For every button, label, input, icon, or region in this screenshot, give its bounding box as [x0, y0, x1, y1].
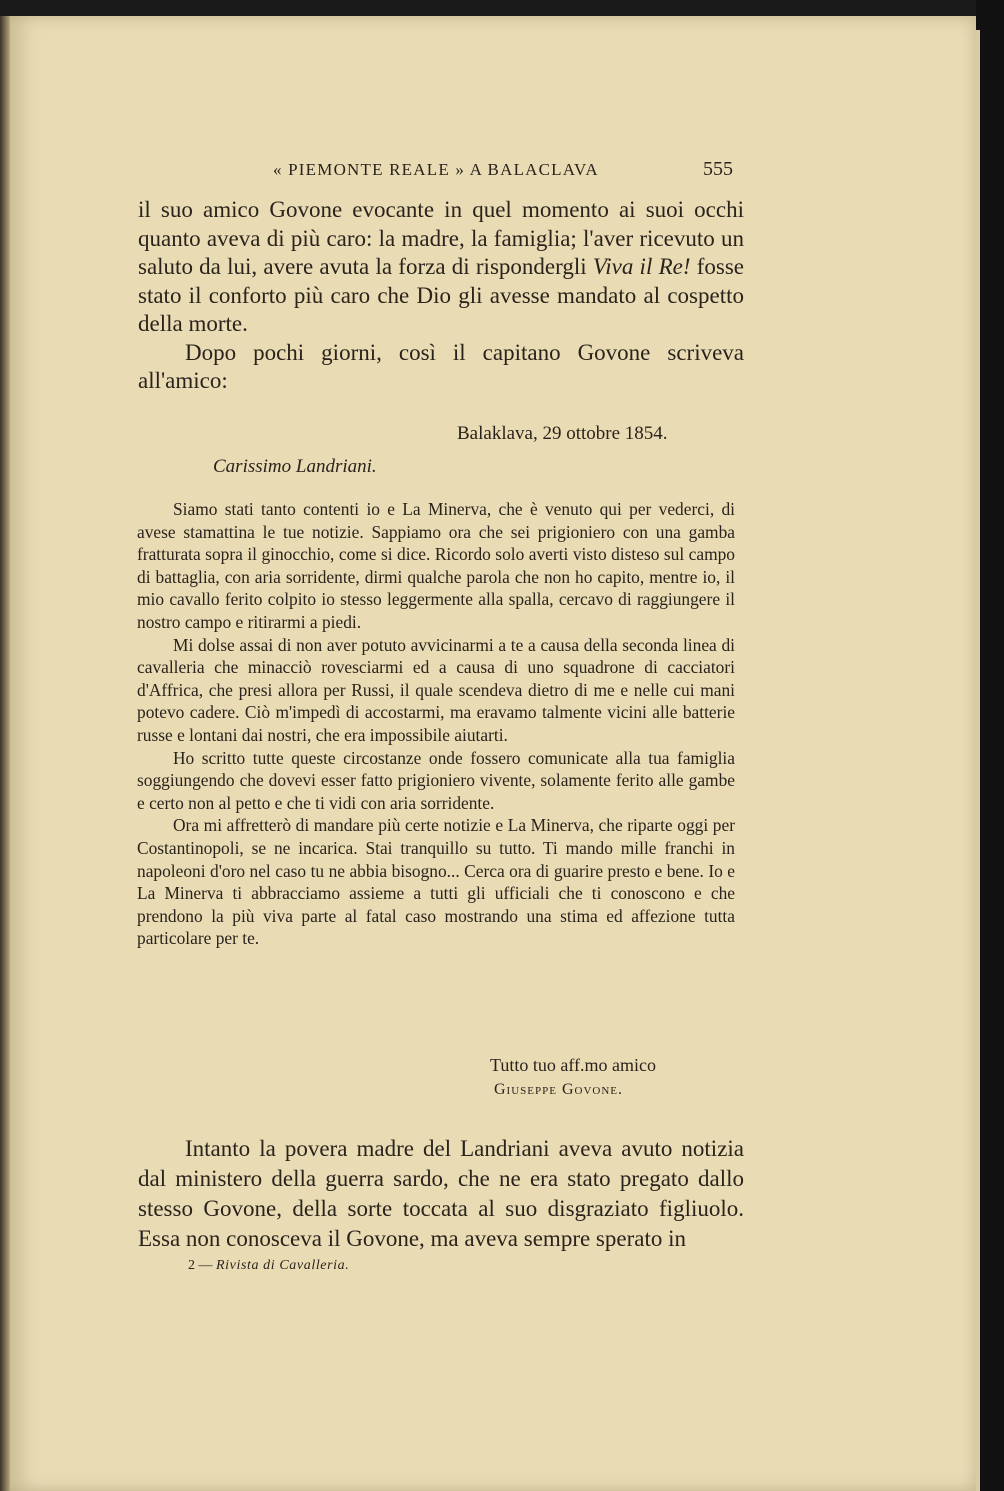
page-number: 555 — [703, 158, 733, 180]
closing-paragraph: Intanto la povera madre del Landriani aveva avuto notizia dal ministero della guerra sardo, che ne era stato pregato dallo stesso Govone, della sorte toccata al suo disgraziato figliuolo. Essa non conosceva il Govone, ma aveva sempre sperato in — [138, 1136, 744, 1251]
viva-il-re: Viva il Re! — [592, 254, 691, 279]
closing-text — [138, 1134, 744, 1254]
running-title: « PIEMONTE REALE » A BALACLAVA — [273, 160, 599, 179]
intro-paragraph-2: Dopo pochi giorni, così il capitano Govone scriveva all'amico: — [138, 339, 744, 393]
page-gutter — [0, 16, 10, 1491]
letter-signature: Giuseppe Govone. — [494, 1081, 624, 1098]
letter-paragraph-2: Mi dolse assai di non aver potuto avvicinarmi a te a causa della seconda linea di cavalleria che minacciò rovesciarmi ed a causa di uno squadrone di cacciatori d'Affrica, che presi allora per Russi, il quale scendeva dietro di me e nelle cui mani potevo cadere. Ciò m'impedì di accostarmi, ma eravamo talmente vicini alle batterie russe e lontani dai nostri, che era impossibile aiutarti. — [137, 634, 735, 745]
letter-salutation: Carissimo Landriani. — [213, 456, 377, 477]
letter-signoff: Tutto tuo aff.mo amico — [490, 1055, 656, 1075]
letter-date: Balaklava, 29 ottobre 1854. — [457, 423, 668, 444]
running-header — [273, 160, 743, 180]
intro-text-part-2: fosse stato il conforto più caro che Dio gli avesse mandato al cospetto della morte. — [138, 254, 745, 336]
scan-border — [976, 0, 1004, 1491]
page-footer — [188, 1258, 349, 1274]
footer-title: Rivista di Cavalleria. — [216, 1258, 350, 1273]
page-edge — [976, 30, 980, 1491]
intro-paragraph-1 — [138, 196, 744, 339]
letter-paragraph-1: Siamo stati tanto contenti io e La Minerva, che è venuto qui per vederci, di avese stamattina le tue notizie. Sappiamo ora che sei prigioniero con una gamba fratturata sopra il ginocchio, come si dice. Ricordo solo averti visto disteso sul campo di battaglia, con aria sorridente, dirmi qualche parola che non ho capito, mentre io, il mio cavallo ferito colpito io stesso leggermente alla spalla, cercavo di raggiungere il nostro campo e ritirarmi a piedi. — [137, 499, 735, 632]
intro-text-part-1: il suo amico Govone evocante in quel momento ai suoi occhi quanto aveva di più caro: la madre, la famiglia; l'aver ricevuto un saluto da lui, avere avuta la forza di rispondergli — [138, 197, 744, 279]
letter-body — [137, 498, 735, 950]
footer-number: 2 — — [188, 1258, 213, 1273]
letter-paragraph-4: Ora mi affretterò di mandare più certe notizie e La Minerva, che riparte oggi per Costantinopoli, se ne incarica. Stai tranquillo su tutto. Ti mando mille franchi in napoleoni d'oro nel caso tu ne abbia bisogno... Cerca ora di guarire presto e bene. Io e La Minerva ti abbracciamo assieme a tutti gli ufficiali che ti conoscono e che prendono la più viva parte al fatal caso mostrando una stima ed affezione tutta particolare per te. — [137, 815, 735, 949]
letter-paragraph-3: Ho scritto tutte queste circostanze onde fossero comunicate alla tua famiglia soggiungendo che dovevi esser fatto prigioniero vivente, solamente ferito alle gambe e certo non al petto e che ti vidi con aria sorridente. — [137, 747, 735, 813]
intro-text — [138, 196, 744, 396]
